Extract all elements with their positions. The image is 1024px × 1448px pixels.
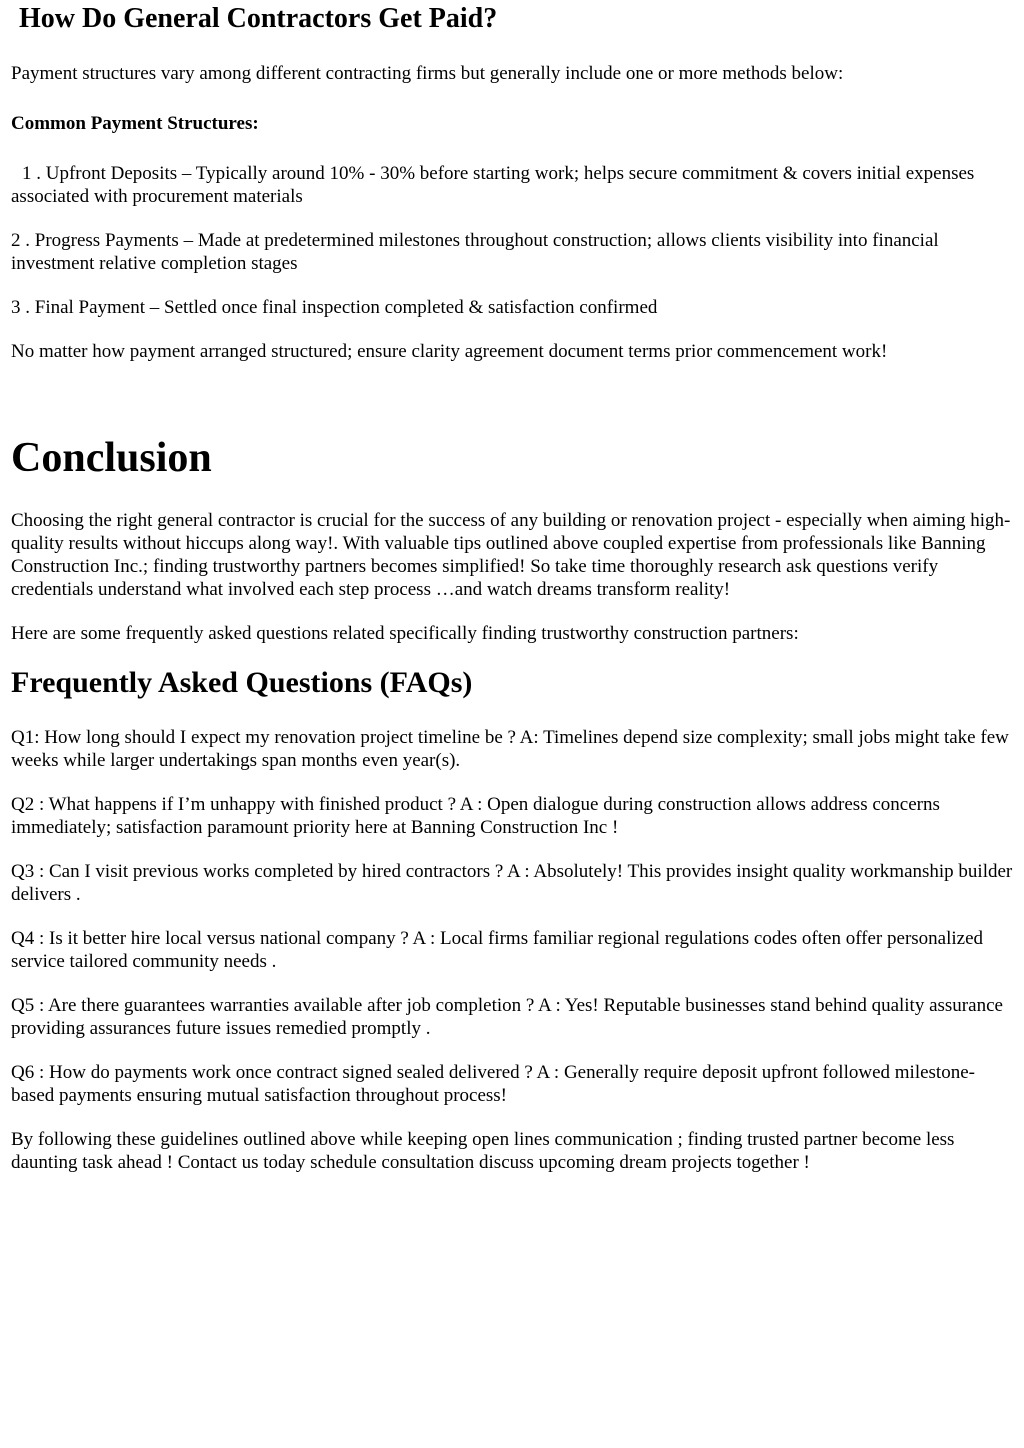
conclusion-heading: Conclusion: [11, 435, 212, 481]
faq-heading: Frequently Asked Questions (FAQs): [11, 666, 473, 699]
payment-item-progress-payments: 2 . Progress Payments – Made at predetermined milestones throughout construction; allows clients visibility into financial investment relative completion stages: [11, 230, 939, 274]
conclusion-paragraph: Choosing the right general contractor is crucial for the success of any building or renovation project - especially when aiming high-quality results without hiccups along way!. With valuable tips outlined above coupled expertise from professionals like Banning Construction Inc.; finding trustworthy partners becomes simplified! So take time thoroughly research ask questions verify credentials understand what involved each step process …and watch dreams transform reality!: [11, 510, 1011, 600]
payment-closing-paragraph: No matter how payment arranged structured; ensure clarity agreement document terms prior commencement work!: [11, 341, 888, 362]
faq-item: Q4 : Is it better hire local versus national company ? A : Local firms familiar regional regulations codes often offer personalized service tailored community needs .: [11, 928, 984, 972]
faq-item: Q5 : Are there guarantees warranties available after job completion ? A : Yes! Reputable businesses stand behind quality assurance providing assurances future issues remedied promptly .: [11, 995, 1003, 1039]
faq-item: Q2 : What happens if I’m unhappy with finished product ? A : Open dialogue during construction allows address concerns immediately; satisfaction paramount priority here at Banning Construction Inc !: [11, 794, 940, 838]
payment-structures-subheading: Common Payment Structures:: [11, 113, 259, 134]
faq-item: Q1: How long should I expect my renovation project timeline be ? A: Timelines depend size complexity; small jobs might take few weeks while larger undertakings span months even year(s).: [11, 727, 1009, 771]
payment-item-upfront-deposits: 1 . Upfront Deposits – Typically around 10% - 30% before starting work; helps secure commitment & covers initial expenses associated with procurement materials: [11, 163, 975, 207]
faq-intro-paragraph: Here are some frequently asked questions related specifically finding trustworthy construction partners:: [11, 623, 799, 644]
payment-item-final-payment: 3 . Final Payment – Settled once final inspection completed & satisfaction confirmed: [11, 297, 658, 318]
article-body: [0, 2, 1024, 1174]
payment-intro-paragraph: Payment structures vary among different contracting firms but generally include one or more methods below:: [11, 63, 844, 84]
faq-item: Q6 : How do payments work once contract signed sealed delivered ? A : Generally require deposit upfront followed milestone-based payments ensuring mutual satisfaction throughout process!: [11, 1062, 975, 1106]
faq-item: Q3 : Can I visit previous works completed by hired contractors ? A : Absolutely! This provides insight quality workmanship builder delivers .: [11, 861, 1013, 905]
final-paragraph: By following these guidelines outlined above while keeping open lines communication ; finding trusted partner become less daunting task ahead ! Contact us today schedule consultation discuss upcoming dream projects together !: [11, 1129, 955, 1173]
payment-section-heading: How Do General Contractors Get Paid?: [19, 3, 498, 34]
